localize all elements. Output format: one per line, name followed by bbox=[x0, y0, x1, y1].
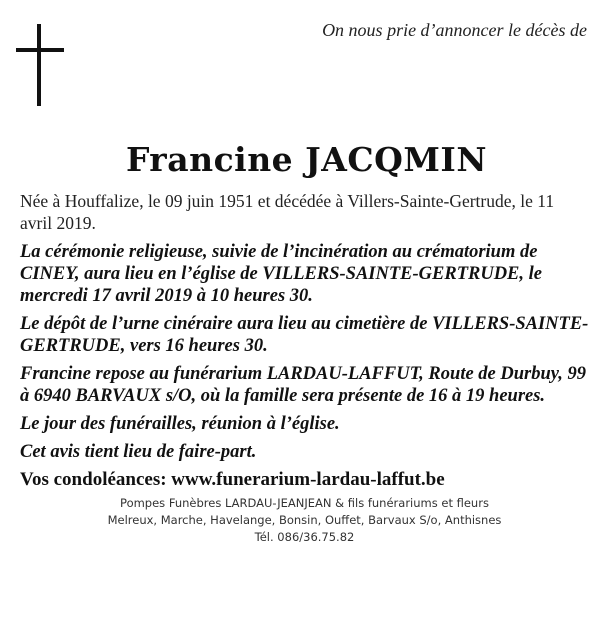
cross-vertical-bar bbox=[37, 24, 41, 106]
condolences-link[interactable]: Vos condoléances: www.funerarium-lardau-laffut.be bbox=[20, 469, 445, 490]
meeting-paragraph: Le jour des funérailles, réunion à l’église. bbox=[20, 414, 340, 434]
cross-horizontal-bar bbox=[16, 48, 64, 52]
footer-phone: Tél. 086/36.75.82 bbox=[254, 530, 355, 544]
notice-body bbox=[20, 190, 589, 546]
ceremony-paragraph: La cérémonie religieuse, suivie de l’incinération au crématorium de CINEY, aura lieu en l’église de VILLERS-SAINTE-GERTRUDE, le mercredi 17 avril 2019 à 10 heures 30. bbox=[20, 242, 542, 306]
funeral-home-footer bbox=[20, 495, 589, 546]
funerarium-paragraph: Francine repose au funérarium LARDAU-LAFFUT, Route de Durbuy, 99 à 6940 BARVAUX s/O, où la famille sera présente de 16 à 19 heures. bbox=[20, 364, 587, 406]
announcement-text: On nous prie d’annoncer le décès de bbox=[322, 20, 587, 40]
footer-locations: Melreux, Marche, Havelange, Bonsin, Ouffet, Barvaux S/o, Anthisnes bbox=[107, 513, 502, 527]
cross-icon bbox=[16, 24, 64, 106]
birth-death-text: Née à Houffalize, le 09 juin 1951 et décédée à Villers-Sainte-Gertrude, le 11 avril 2019. bbox=[20, 191, 555, 233]
notice-paragraph: Cet avis tient lieu de faire-part. bbox=[20, 442, 257, 462]
deceased-name: Francine JACQMIN bbox=[125, 140, 488, 179]
footer-company: Pompes Funèbres LARDAU-JEANJEAN & fils funérariums et fleurs bbox=[120, 496, 489, 510]
urn-paragraph: Le dépôt de l’urne cinéraire aura lieu au cimetière de VILLERS-SAINTE-GERTRUDE, vers 16 heures 30. bbox=[20, 314, 589, 356]
